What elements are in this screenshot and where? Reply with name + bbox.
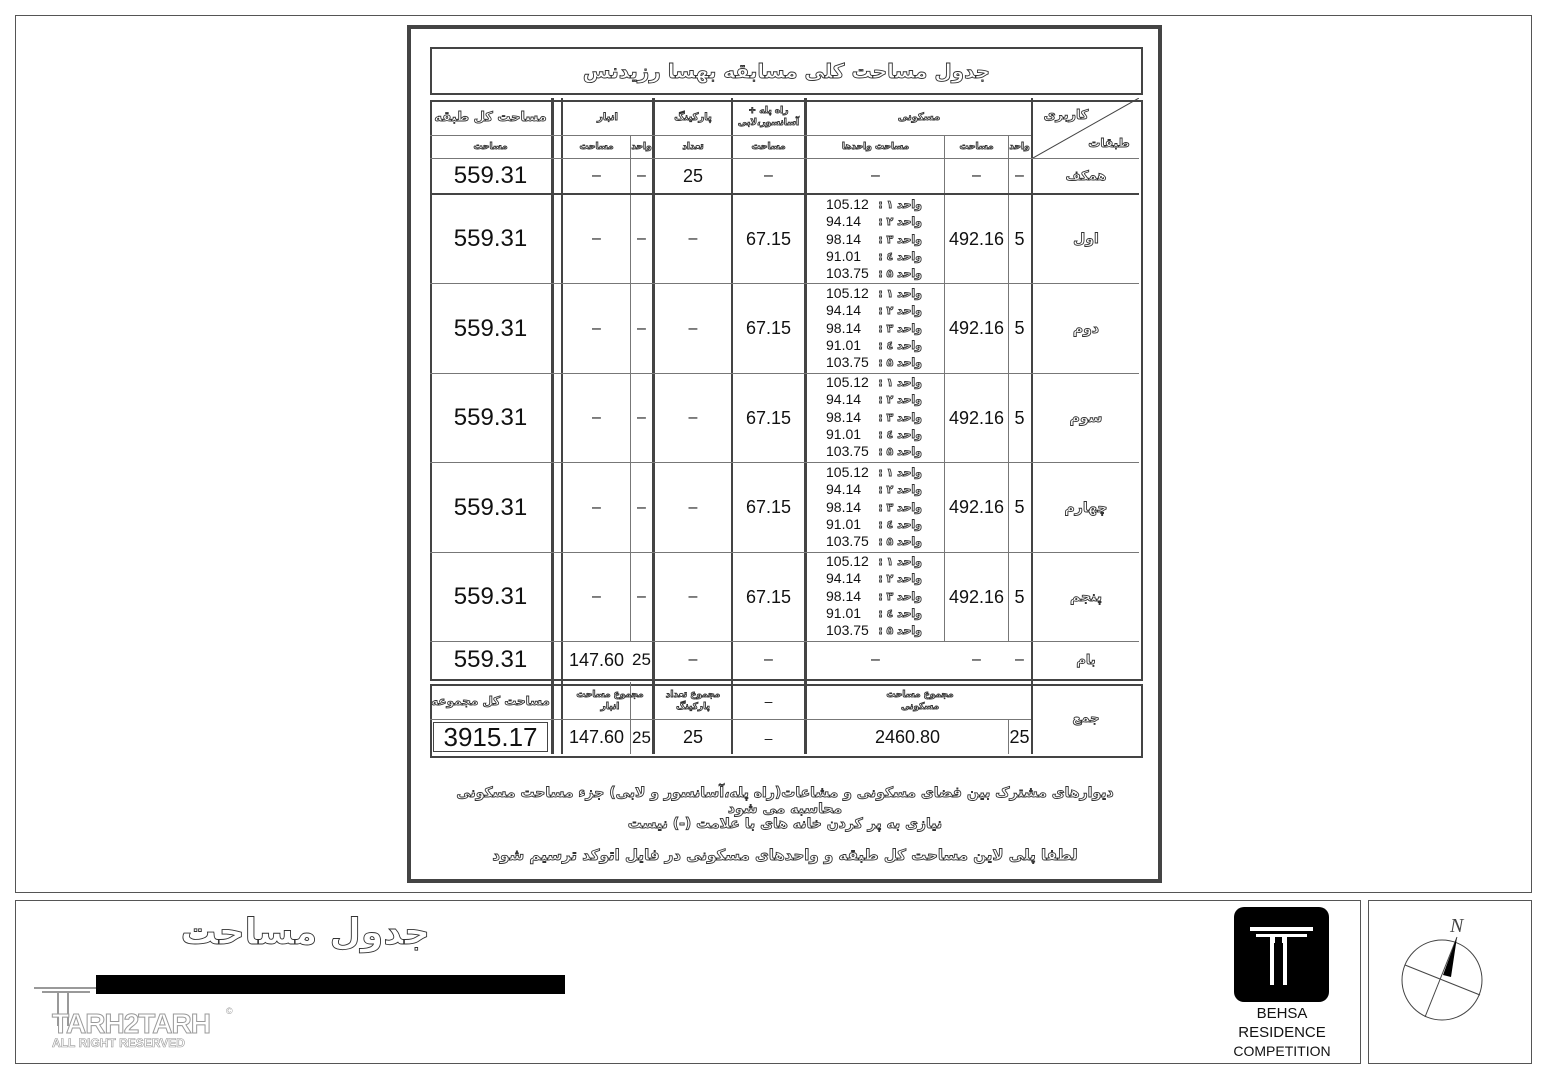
total-floor-area: 559.31 <box>453 162 528 189</box>
storage-units: – <box>637 167 646 184</box>
table-title: جدول مساحت کلی مسابقه بهسا رزیدنس <box>582 59 991 83</box>
res-area: – <box>972 651 981 668</box>
header-floors: طبقات <box>1088 136 1130 150</box>
totals-stair: – <box>764 729 773 746</box>
totals-res-units: 25 <box>1009 727 1030 747</box>
header-res-area: مساحت <box>959 142 994 152</box>
watermark-text: TARH2TARH <box>52 1008 210 1039</box>
res-units: – <box>1015 651 1024 668</box>
behsa-logo <box>1234 907 1329 1002</box>
unit-breakdown: 105.12 واحد ۱ : 94.14 واحد ۲ : 98.14 واحد ۳ : 91.01 واحد ٤ : 103.75 واحد ۵ : <box>826 374 922 460</box>
totals-parking: 25 <box>682 727 704 747</box>
storage-area: 147.60 <box>568 649 625 670</box>
res-units: 5 <box>1014 497 1025 517</box>
sheet-title: جدول مساحت <box>180 912 430 953</box>
unit-breakdown: 105.12 واحد ۱ : 94.14 واحد ۲ : 98.14 واحد ۳ : 91.01 واحد ٤ : 103.75 واحد ۵ : <box>826 553 922 639</box>
parking-count: 25 <box>682 165 704 186</box>
storage-units: – <box>637 230 646 247</box>
header-stair-area: مساحت <box>751 142 786 152</box>
stair-area: – <box>764 167 773 184</box>
floor-name: چهارم <box>1064 499 1108 516</box>
unit-breakdown: 105.12 واحد ۱ : 94.14 واحد ۲ : 98.14 واحد ۳ : 91.01 واحد ٤ : 103.75 واحد ۵ : <box>826 196 922 282</box>
svg-text:©: © <box>226 1006 233 1016</box>
totals-label: جمع <box>1072 710 1100 726</box>
totals-stair-header: – <box>764 693 773 709</box>
logo-line-3: COMPETITION <box>1233 1043 1331 1059</box>
stair-area: 67.15 <box>745 228 792 249</box>
totals-res-header: مجموع مساحت مسکونی <box>886 690 954 712</box>
logo-line-2: RESIDENCE <box>1238 1024 1326 1041</box>
stair-area: 67.15 <box>745 497 792 517</box>
total-floor-area: 559.31 <box>453 493 528 521</box>
total-floor-area: 559.31 <box>453 583 528 610</box>
parking-count: – <box>688 230 698 247</box>
floor-name: اول <box>1073 231 1099 247</box>
stair-area: – <box>764 651 773 668</box>
floor-name: بام <box>1076 652 1096 668</box>
totals-res-area: 2460.80 <box>874 727 941 747</box>
north-label: N <box>1450 915 1464 937</box>
parking-count: – <box>688 409 698 426</box>
title-box <box>430 47 1143 95</box>
totals-grand-header: مساحت کل مجموعه <box>431 694 550 708</box>
column-icon <box>1234 907 1329 1002</box>
parking-count: – <box>688 651 698 668</box>
watermark-sub: ALL RIGHT RESERVED <box>52 1036 185 1050</box>
storage-units: 25 <box>632 650 651 669</box>
storage-units: – <box>637 498 646 516</box>
header-stair: راه پله + آسانسور،لابی <box>737 106 800 128</box>
unit-breakdown: 105.12 واحد ۱ : 94.14 واحد ۲ : 98.14 واحد ۳ : 91.01 واحد ٤ : 103.75 واحد ۵ : <box>826 464 922 550</box>
header-storage-unit: واحد <box>631 142 652 152</box>
unit-breakdown: 105.12 واحد ۱ : 94.14 واحد ۲ : 98.14 واحد ۳ : 91.01 واحد ٤ : 103.75 واحد ۵ : <box>826 285 922 371</box>
floor-name: دوم <box>1072 320 1100 337</box>
res-area: – <box>972 167 981 184</box>
res-units: 5 <box>1014 407 1025 428</box>
header-res-unit: واحد <box>1009 142 1030 152</box>
note-2: نیازی به پر کردن خانه های با علامت (-) نیست <box>627 816 943 832</box>
total-floor-area: 559.31 <box>453 225 528 252</box>
unit-areas: – <box>871 651 880 668</box>
res-area: 492.16 <box>948 586 1005 607</box>
total-floor-area: 559.31 <box>453 404 528 431</box>
unit-areas: – <box>871 167 880 184</box>
totals-storage-area: 147.60 <box>568 727 625 747</box>
storage-area: – <box>592 498 601 516</box>
header-parking: پارکینگ <box>674 111 712 123</box>
storage-units: – <box>637 409 646 426</box>
storage-area: – <box>592 167 601 184</box>
note-1: دیوارهای مشترک بین فضای مسکونی و مشاعات(راه پله،آسانسور و لابی) جزء مساحت مسکونی محاسبه می شود <box>456 785 1114 817</box>
parking-count: – <box>688 319 698 337</box>
header-storage-area: مساحت <box>579 142 614 152</box>
totals-parking-header: مجموع تعداد پارکینگ <box>665 690 721 712</box>
header-unit-areas: مساحت واحدها <box>841 142 910 152</box>
res-area: 492.16 <box>948 318 1005 338</box>
total-floor-area: 559.31 <box>453 314 528 342</box>
res-units: 5 <box>1014 586 1025 607</box>
floor-name: سوم <box>1069 410 1103 426</box>
header-parking-count: تعداد <box>682 142 704 152</box>
parking-count: – <box>688 498 698 516</box>
logo-line-1: BEHSA <box>1256 1005 1308 1022</box>
storage-area: – <box>592 409 601 426</box>
stair-area: 67.15 <box>745 318 792 338</box>
storage-area: – <box>592 588 601 605</box>
total-floor-area: 559.31 <box>453 646 528 673</box>
res-units: 5 <box>1014 318 1025 338</box>
totals-storage-header: مجموع مساحت انبار <box>576 690 644 712</box>
header-total-area: مساحت <box>473 142 508 152</box>
res-area: 492.16 <box>948 497 1005 517</box>
floor-name: پنجم <box>1069 589 1103 605</box>
totals-storage-units: 25 <box>632 727 651 747</box>
res-area: 492.16 <box>948 407 1005 428</box>
res-units: 5 <box>1014 228 1025 249</box>
res-units: – <box>1015 167 1024 184</box>
stair-area: 67.15 <box>745 407 792 428</box>
grand-total: 3915.17 <box>433 722 548 752</box>
storage-units: – <box>637 588 646 605</box>
header-total-floor-area: مساحت کل طبقه <box>434 109 547 125</box>
storage-area: – <box>592 230 601 247</box>
storage-area: – <box>592 319 601 337</box>
stair-area: 67.15 <box>745 586 792 607</box>
storage-units: – <box>637 319 646 337</box>
floor-name: همکف <box>1065 168 1107 184</box>
res-area: 492.16 <box>948 228 1005 249</box>
north-arrow-icon <box>1395 915 1495 1025</box>
header-usage: کاربری <box>1043 107 1089 123</box>
header-residential: مسکونی <box>897 111 941 123</box>
note-3: لطفا پلی لاین مساحت کل طبقه و واحدهای مسکونی در فایل اتوکد ترسیم شود <box>492 846 1078 864</box>
parking-count: – <box>688 588 698 605</box>
header-storage: انبار <box>597 111 618 123</box>
